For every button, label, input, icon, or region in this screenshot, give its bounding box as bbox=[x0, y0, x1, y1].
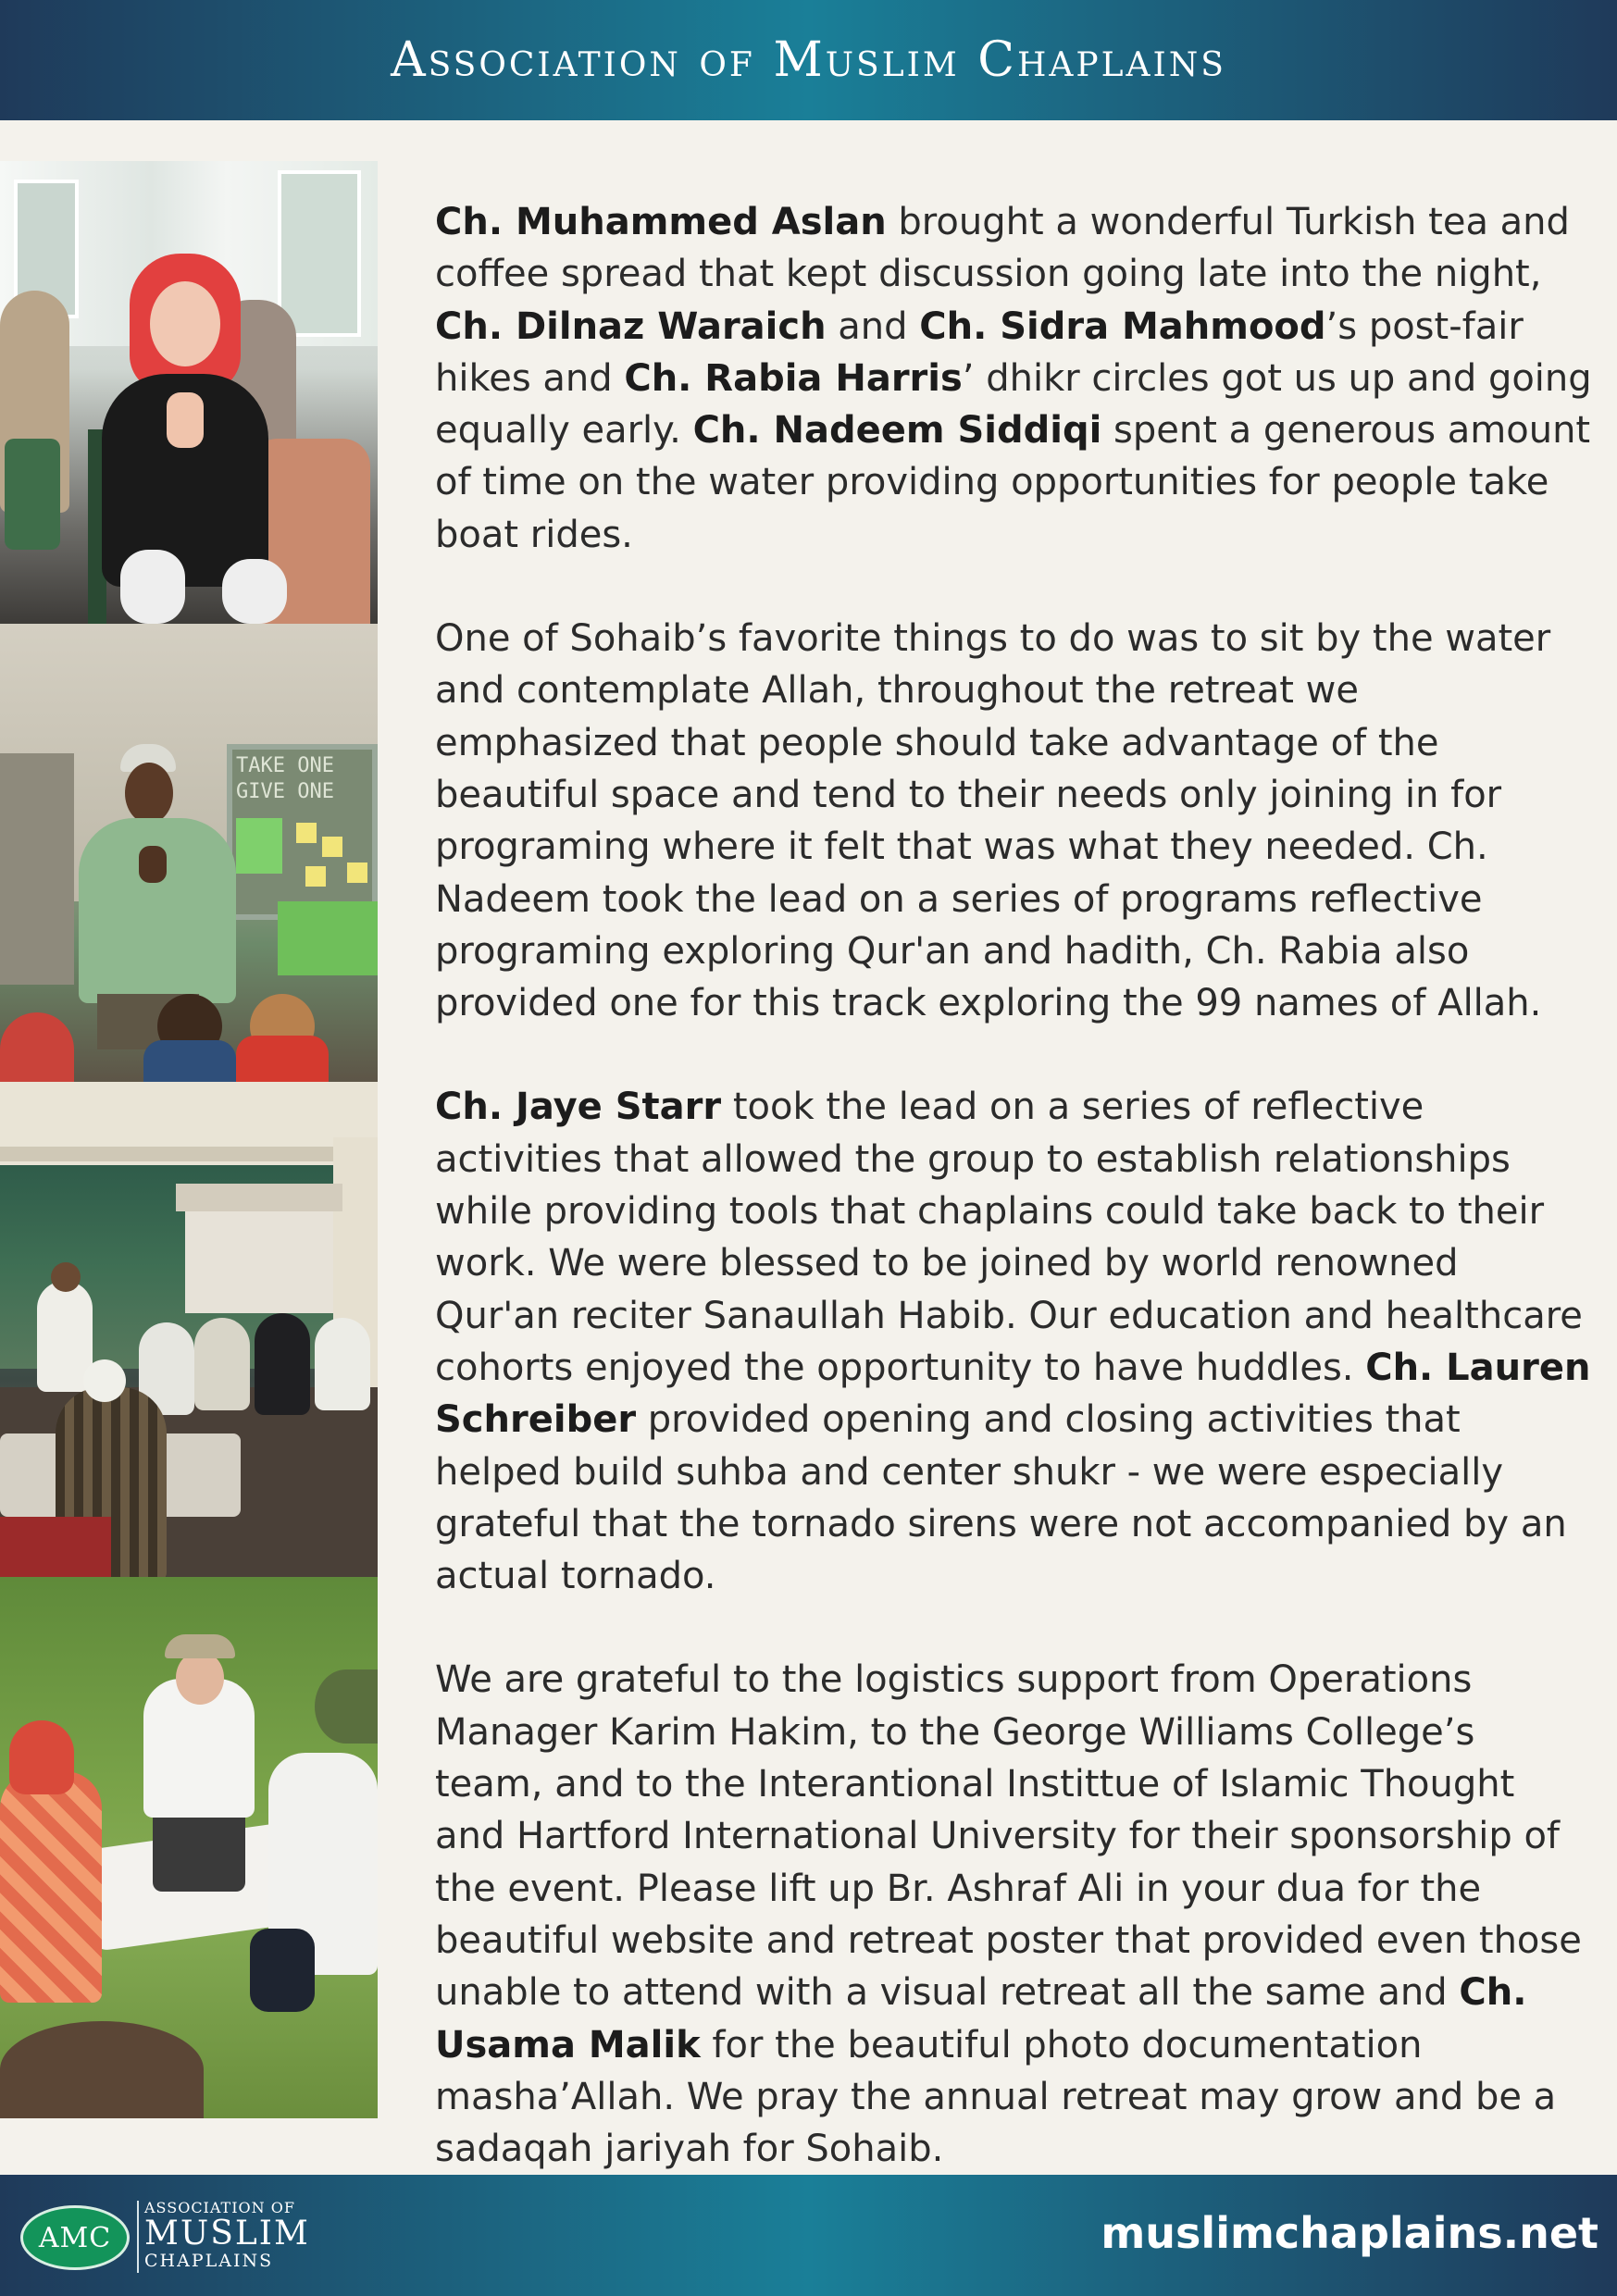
logo-divider bbox=[137, 2201, 139, 2273]
paragraph-text: provided opening and closing activities that helped build suhba and center shukr - we were especially grateful that the tornado sirens were not accompanied by an actual tornado. bbox=[435, 1398, 1567, 1598]
chaplain-name: Ch. Nadeem Siddiqi bbox=[692, 409, 1102, 453]
paragraph-4 bbox=[435, 1654, 1592, 2175]
logo-line-chaplains: CHAPLAINS bbox=[144, 2251, 274, 2271]
paragraph-3 bbox=[435, 1081, 1592, 1602]
paragraph-text: ’ dhikr circles got us up and going equally early. bbox=[435, 356, 1592, 453]
photo-seated-group-gazebo bbox=[0, 1082, 378, 1577]
logo-line-muslim: MUSLIM bbox=[144, 2215, 310, 2253]
chaplain-name: Ch. Muhammed Aslan bbox=[435, 201, 887, 243]
paragraph-2 bbox=[435, 613, 1592, 1029]
logo-line-association: ASSOCIATION OF bbox=[144, 2199, 295, 2216]
chaplain-name: Ch. Dilnaz Waraich bbox=[435, 304, 827, 348]
paragraph-text: We are grateful to the logistics support from Operations Manager Karim Hakim, to the George Williams College’s team, and to the Interantional Instittue of Islamic Thought and Hartford International University for their sponsorship of the event. Please lift up Br. Ashraf Ali in your dua for the beautiful website and retreat poster that provided even those unable to attend with a visual retreat all the same and bbox=[435, 1658, 1582, 2015]
website-url: muslimchaplains.net bbox=[1101, 2208, 1598, 2258]
paragraph-text: for the beautiful photo documentation masha’Allah. We pray the annual retreat may grow and be a sadaqah jariyah for Sohaib. bbox=[435, 2023, 1557, 2171]
paragraph-text: took the lead on a series of reflective activities that allowed the group to establish relationships while providing tools that chaplains could take back to their work. We were blessed to be joined by world renowned Qur'an reciter Sanaullah Habib. Our education and healthcare cohorts enjoyed the opportunity to have huddles. bbox=[435, 1086, 1583, 1389]
paragraph-1 bbox=[435, 196, 1592, 561]
paragraph-text: and bbox=[826, 304, 920, 348]
chaplain-name: Ch. Usama Malik bbox=[435, 1971, 1527, 2066]
chaplain-name: Ch. Sidra Mahmood bbox=[919, 304, 1326, 348]
logo-wordmark bbox=[144, 2201, 310, 2270]
page-footer bbox=[0, 2175, 1617, 2296]
page-header bbox=[0, 0, 1617, 120]
page-title: Association of Muslim Chaplains bbox=[391, 32, 1226, 88]
paragraph-text: One of Sohaib’s favorite things to do was to sit by the water and contemplate Allah, throughout the retreat we emphasized that people should take advantage of the beautiful space and tend to their needs only joining in for programing where it felt that was what they needed. Ch. Nadeem took the lead on a series of programs reflective programing exploring Qur'an and hadith, Ch. Rabia also provided one for this track exploring the 99 names of Allah. bbox=[435, 617, 1551, 1025]
chaplain-name: Ch. Rabia Harris bbox=[624, 356, 963, 400]
amc-logo-badge: AMC bbox=[20, 2205, 130, 2270]
paragraph-text: spent a generous amount of time on the water providing opportunities for people take boat rides. bbox=[435, 409, 1591, 556]
chaplain-name: Ch. Lauren Schreiber bbox=[435, 1346, 1591, 1442]
paragraph-text: brought a wonderful Turkish tea and coffee spread that kept discussion going late into the night, bbox=[435, 201, 1570, 296]
photo-speaker-microphone bbox=[0, 624, 378, 1082]
photo-board-text: TAKE ONE GIVE ONE bbox=[236, 754, 334, 803]
paragraph-text: ’s post-fair hikes and bbox=[435, 304, 1524, 400]
photo-column bbox=[0, 161, 379, 2117]
photo-outdoor-circle-grass bbox=[0, 1577, 378, 2118]
chaplain-name: Ch. Jaye Starr bbox=[435, 1086, 722, 1129]
photo-woman-red-hijab bbox=[0, 161, 378, 624]
article-body bbox=[435, 196, 1592, 2227]
